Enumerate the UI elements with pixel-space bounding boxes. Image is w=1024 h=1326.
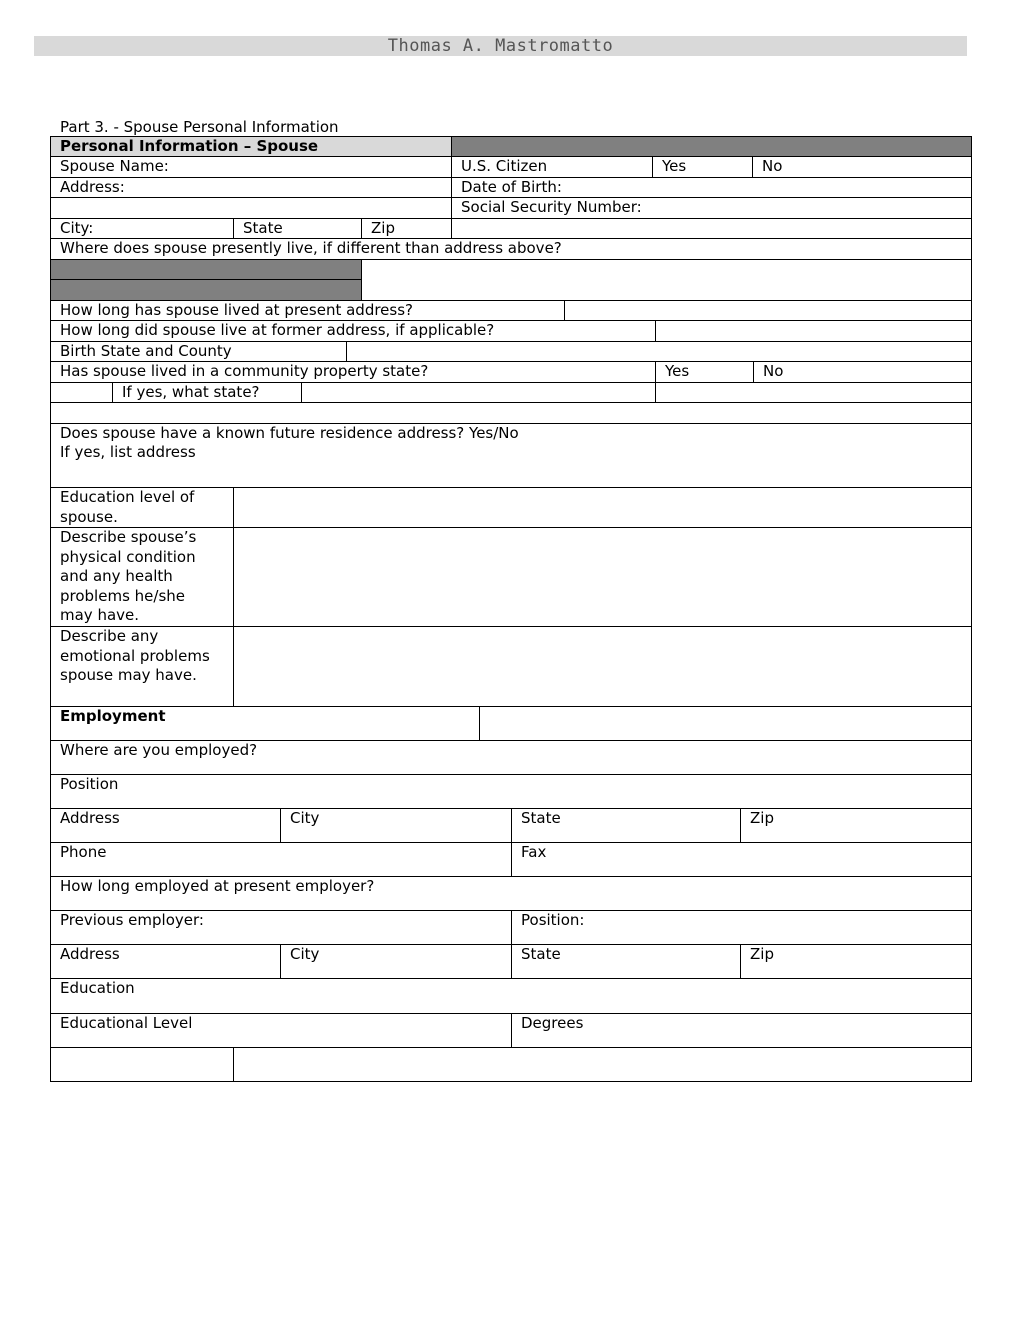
physical-condition-field[interactable]	[234, 528, 971, 626]
citizen-yes-option[interactable]: Yes	[662, 157, 687, 175]
how-long-present-label: How long has spouse lived at present address?	[60, 301, 413, 319]
educational-level-label: Educational Level	[60, 1014, 193, 1032]
future-residence-list-label: If yes, list address	[60, 443, 196, 461]
city-label: City:	[60, 219, 94, 237]
how-long-former-label: How long did spouse live at former address, if applicable?	[60, 321, 495, 339]
shaded-cell-2	[50, 279, 361, 300]
spouse-name-label: Spouse Name:	[60, 157, 169, 175]
page-header-name: Thomas A. Mastromatto	[34, 36, 967, 56]
employment-section-title: Employment	[60, 707, 166, 725]
additional-field[interactable]	[234, 1048, 971, 1081]
where-employed-label: Where are you employed?	[60, 741, 258, 759]
previous-zip-label: Zip	[750, 945, 774, 963]
previous-city-label: City	[290, 945, 320, 963]
us-citizen-label: U.S. Citizen	[461, 157, 548, 175]
part-title: Part 3. - Spouse Personal Information	[60, 118, 339, 136]
address-label: Address:	[60, 178, 125, 196]
employer-state-label: State	[521, 809, 561, 827]
where-live-label: Where does spouse presently live, if different than address above?	[60, 239, 562, 257]
how-long-former-field[interactable]	[656, 321, 971, 341]
spouse-form	[50, 136, 972, 1082]
community-yes-option[interactable]: Yes	[665, 362, 690, 380]
employer-address-label: Address	[60, 809, 120, 827]
section-header-dark-shade	[451, 136, 972, 156]
education-level-field[interactable]	[234, 488, 971, 527]
how-long-present-field[interactable]	[565, 301, 971, 320]
dob-label: Date of Birth:	[461, 178, 562, 196]
present-residence-field[interactable]	[362, 260, 971, 300]
education-level-label: Education level of spouse.	[60, 488, 195, 526]
phone-label: Phone	[60, 843, 107, 861]
shaded-cell-1	[50, 259, 361, 279]
degrees-label: Degrees	[521, 1014, 584, 1032]
birth-state-label: Birth State and County	[60, 342, 232, 360]
previous-position-label: Position:	[521, 911, 585, 929]
state-label: State	[243, 219, 283, 237]
emotional-problems-label: Describe any emotional problems spouse may have.	[60, 627, 210, 684]
citizen-no-option[interactable]: No	[762, 157, 783, 175]
if-yes-state-field[interactable]	[302, 383, 655, 402]
if-yes-state-label: If yes, what state?	[122, 383, 260, 401]
education-label: Education	[60, 979, 135, 997]
employer-city-label: City	[290, 809, 320, 827]
fax-label: Fax	[521, 843, 547, 861]
birth-state-field[interactable]	[347, 342, 971, 361]
employer-zip-label: Zip	[750, 809, 774, 827]
previous-state-label: State	[521, 945, 561, 963]
zip-label: Zip	[371, 219, 395, 237]
how-long-employed-label: How long employed at present employer?	[60, 877, 375, 895]
community-property-label: Has spouse lived in a community property state?	[60, 362, 429, 380]
future-residence-question: Does spouse have a known future residence address? Yes/No	[60, 424, 519, 442]
physical-condition-label: Describe spouse’s physical condition and any health problems he/she may have.	[60, 528, 197, 624]
ssn-label: Social Security Number:	[461, 198, 642, 216]
emotional-problems-field[interactable]	[234, 627, 971, 706]
personal-section-title: Personal Information – Spouse	[60, 137, 319, 155]
position-label: Position	[60, 775, 119, 793]
previous-employer-label: Previous employer:	[60, 911, 204, 929]
previous-address-label: Address	[60, 945, 120, 963]
community-no-option[interactable]: No	[763, 362, 784, 380]
